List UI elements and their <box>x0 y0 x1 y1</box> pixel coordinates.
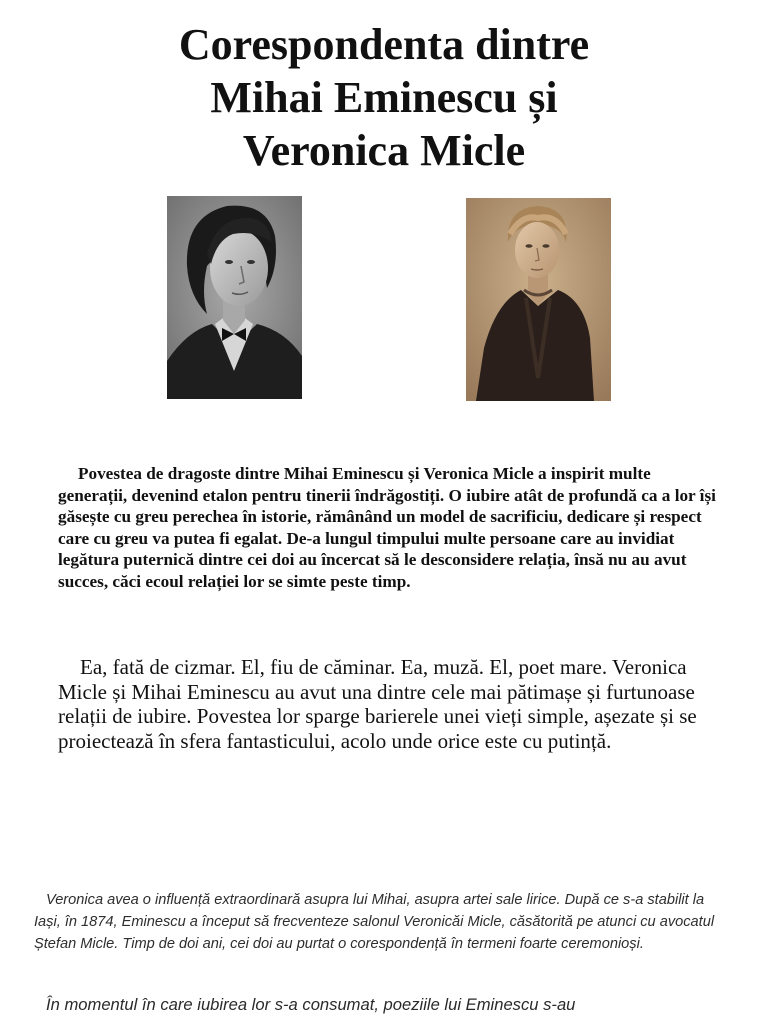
portrait-man-image <box>167 196 302 399</box>
fourth-paragraph: În momentul în care iubirea lor s-a consumat, poeziile lui Eminescu s-au <box>46 995 576 1014</box>
intro-paragraph: Povestea de dragoste dintre Mihai Eminescu și Veronica Micle a inspirit multe generații, devenind etalon pentru tinerii îndrăgostiți. O iubire atât de profundă ca a lor își găsește cu greu perechea în istorie, rămânând un model de sacrificiu, dedicare și respect care cu greu va putea fi egalat. De-a lungul timpului multe persoane care au invidiat legătura puternică dintre cei doi au încercat să le desconsidere relația, însă nu au avut succes, căci ecoul relației lor se simte peste timp. <box>58 464 716 591</box>
title-line-2: Mihai Eminescu și <box>210 73 558 122</box>
portrait-mihai-eminescu <box>167 196 302 399</box>
portrait-woman-image <box>466 198 611 401</box>
third-paragraph: Veronica avea o influență extraordinară asupra lui Mihai, asupra artei sale lirice. După ce s-a stabilit la Iași, în 1874, Eminescu a început să frecventeze salonul Veronicăi Micle, căsătorită pe atunci cu avocatul Ștefan Micle. Timp de doi ani, cei doi au purtat o corespondență în termeni foarte ceremonioși. <box>34 892 715 952</box>
title-line-3: Veronica Micle <box>242 126 526 175</box>
title-line-1: Corespondenta dintre <box>178 20 590 69</box>
second-paragraph: Ea, fată de cizmar. El, fiu de căminar. Ea, muză. El, poet mare. Veronica Micle și Mihai Eminescu au avut una dintre cele mai pătimașe și furtunoase relații de iubire. Povestea lor sparge barierele unei vieți simple, așezate și se proiectează în sfera fantasticului, acolo unde orice este cu putință. <box>58 655 697 753</box>
page-title <box>0 18 768 177</box>
portrait-veronica-micle <box>466 198 611 401</box>
